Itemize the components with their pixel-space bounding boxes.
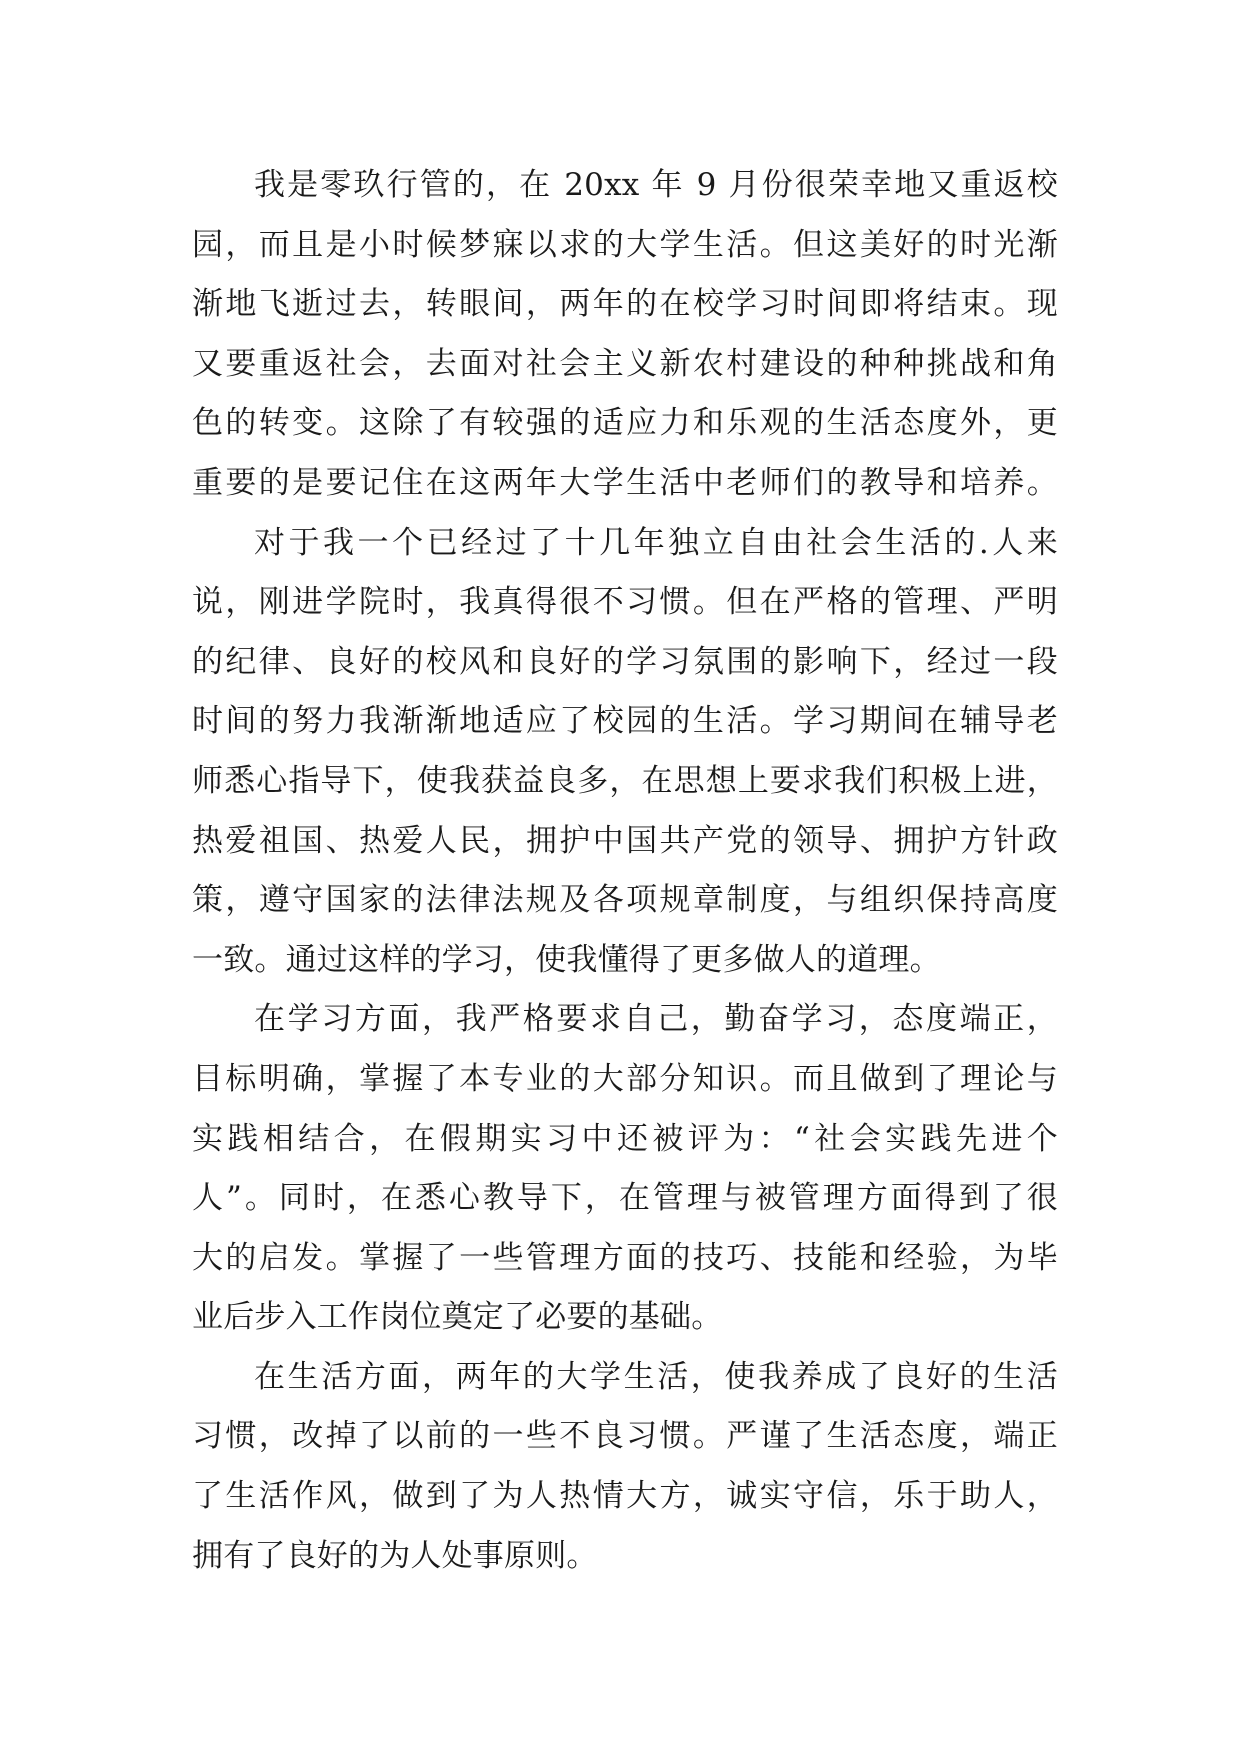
paragraph-line: 业后步入工作岗位奠定了必要的基础。 <box>192 1299 723 1336</box>
paragraph-line: 又要重返社会，去面对社会主义新农村建设的种种挑战和角 <box>192 345 1058 382</box>
paragraph-line: 对于我一个已经过了十几年独立自由社会生活的.人来 <box>254 524 1058 561</box>
paragraph-line: 重要的是要记住在这两年大学生活中老师们的教导和培养。 <box>192 464 1058 501</box>
document-body <box>192 156 1058 1586</box>
paragraph-4 <box>192 1348 1058 1586</box>
paragraph-line: 热爱祖国、热爱人民，拥护中国共产党的领导、拥护方针政 <box>192 822 1058 859</box>
paragraph-line: 师悉心指导下，使我获益良多，在思想上要求我们积极上进， <box>192 762 1058 799</box>
paragraph-line: 一致。通过这样的学习，使我懂得了更多做人的道理。 <box>192 941 941 978</box>
paragraph-line: 在生活方面，两年的大学生活，使我养成了良好的生活 <box>254 1358 1058 1395</box>
paragraph-line: 在学习方面，我严格要求自己，勤奋学习，态度端正， <box>254 1001 1058 1038</box>
paragraph-line: 时间的努力我渐渐地适应了校园的生活。学习期间在辅导老 <box>192 703 1058 740</box>
paragraph-line: 目标明确，掌握了本专业的大部分知识。而且做到了理论与 <box>192 1060 1058 1097</box>
paragraph-line: 实践相结合，在假期实习中还被评为：“社会实践先进个 <box>192 1120 1058 1157</box>
paragraph-line: 色的转变。这除了有较强的适应力和乐观的生活态度外，更 <box>192 405 1058 442</box>
paragraph-3 <box>192 990 1058 1348</box>
paragraph-line: 的纪律、良好的校风和良好的学习氛围的影响下，经过一段 <box>192 643 1058 680</box>
paragraph-line: 园，而且是小时候梦寐以求的大学生活。但这美好的时光渐 <box>192 226 1058 263</box>
paragraph-line: 策，遵守国家的法律法规及各项规章制度，与组织保持高度 <box>192 882 1058 919</box>
paragraph-line: 我是零玖行管的，在 20xx 年 9 月份很荣幸地又重返校 <box>254 167 1058 203</box>
paragraph-line: 说，刚进学院时，我真得很不习惯。但在严格的管理、严明 <box>192 584 1058 621</box>
paragraph-line: 人”。同时，在悉心教导下，在管理与被管理方面得到了很 <box>192 1180 1058 1217</box>
paragraph-line: 大的启发。掌握了一些管理方面的技巧、技能和经验，为毕 <box>192 1239 1058 1276</box>
paragraph-line: 渐地飞逝过去，转眼间，两年的在校学习时间即将结束。现 <box>192 286 1058 323</box>
paragraph-line: 了生活作风，做到了为人热情大方，诚实守信，乐于助人， <box>192 1478 1058 1515</box>
paragraph-line: 拥有了良好的为人处事原则。 <box>192 1537 598 1574</box>
paragraph-2 <box>192 514 1058 991</box>
paragraph-line: 习惯，改掉了以前的一些不良习惯。严谨了生活态度，端正 <box>192 1418 1058 1455</box>
paragraph-1 <box>192 156 1058 514</box>
